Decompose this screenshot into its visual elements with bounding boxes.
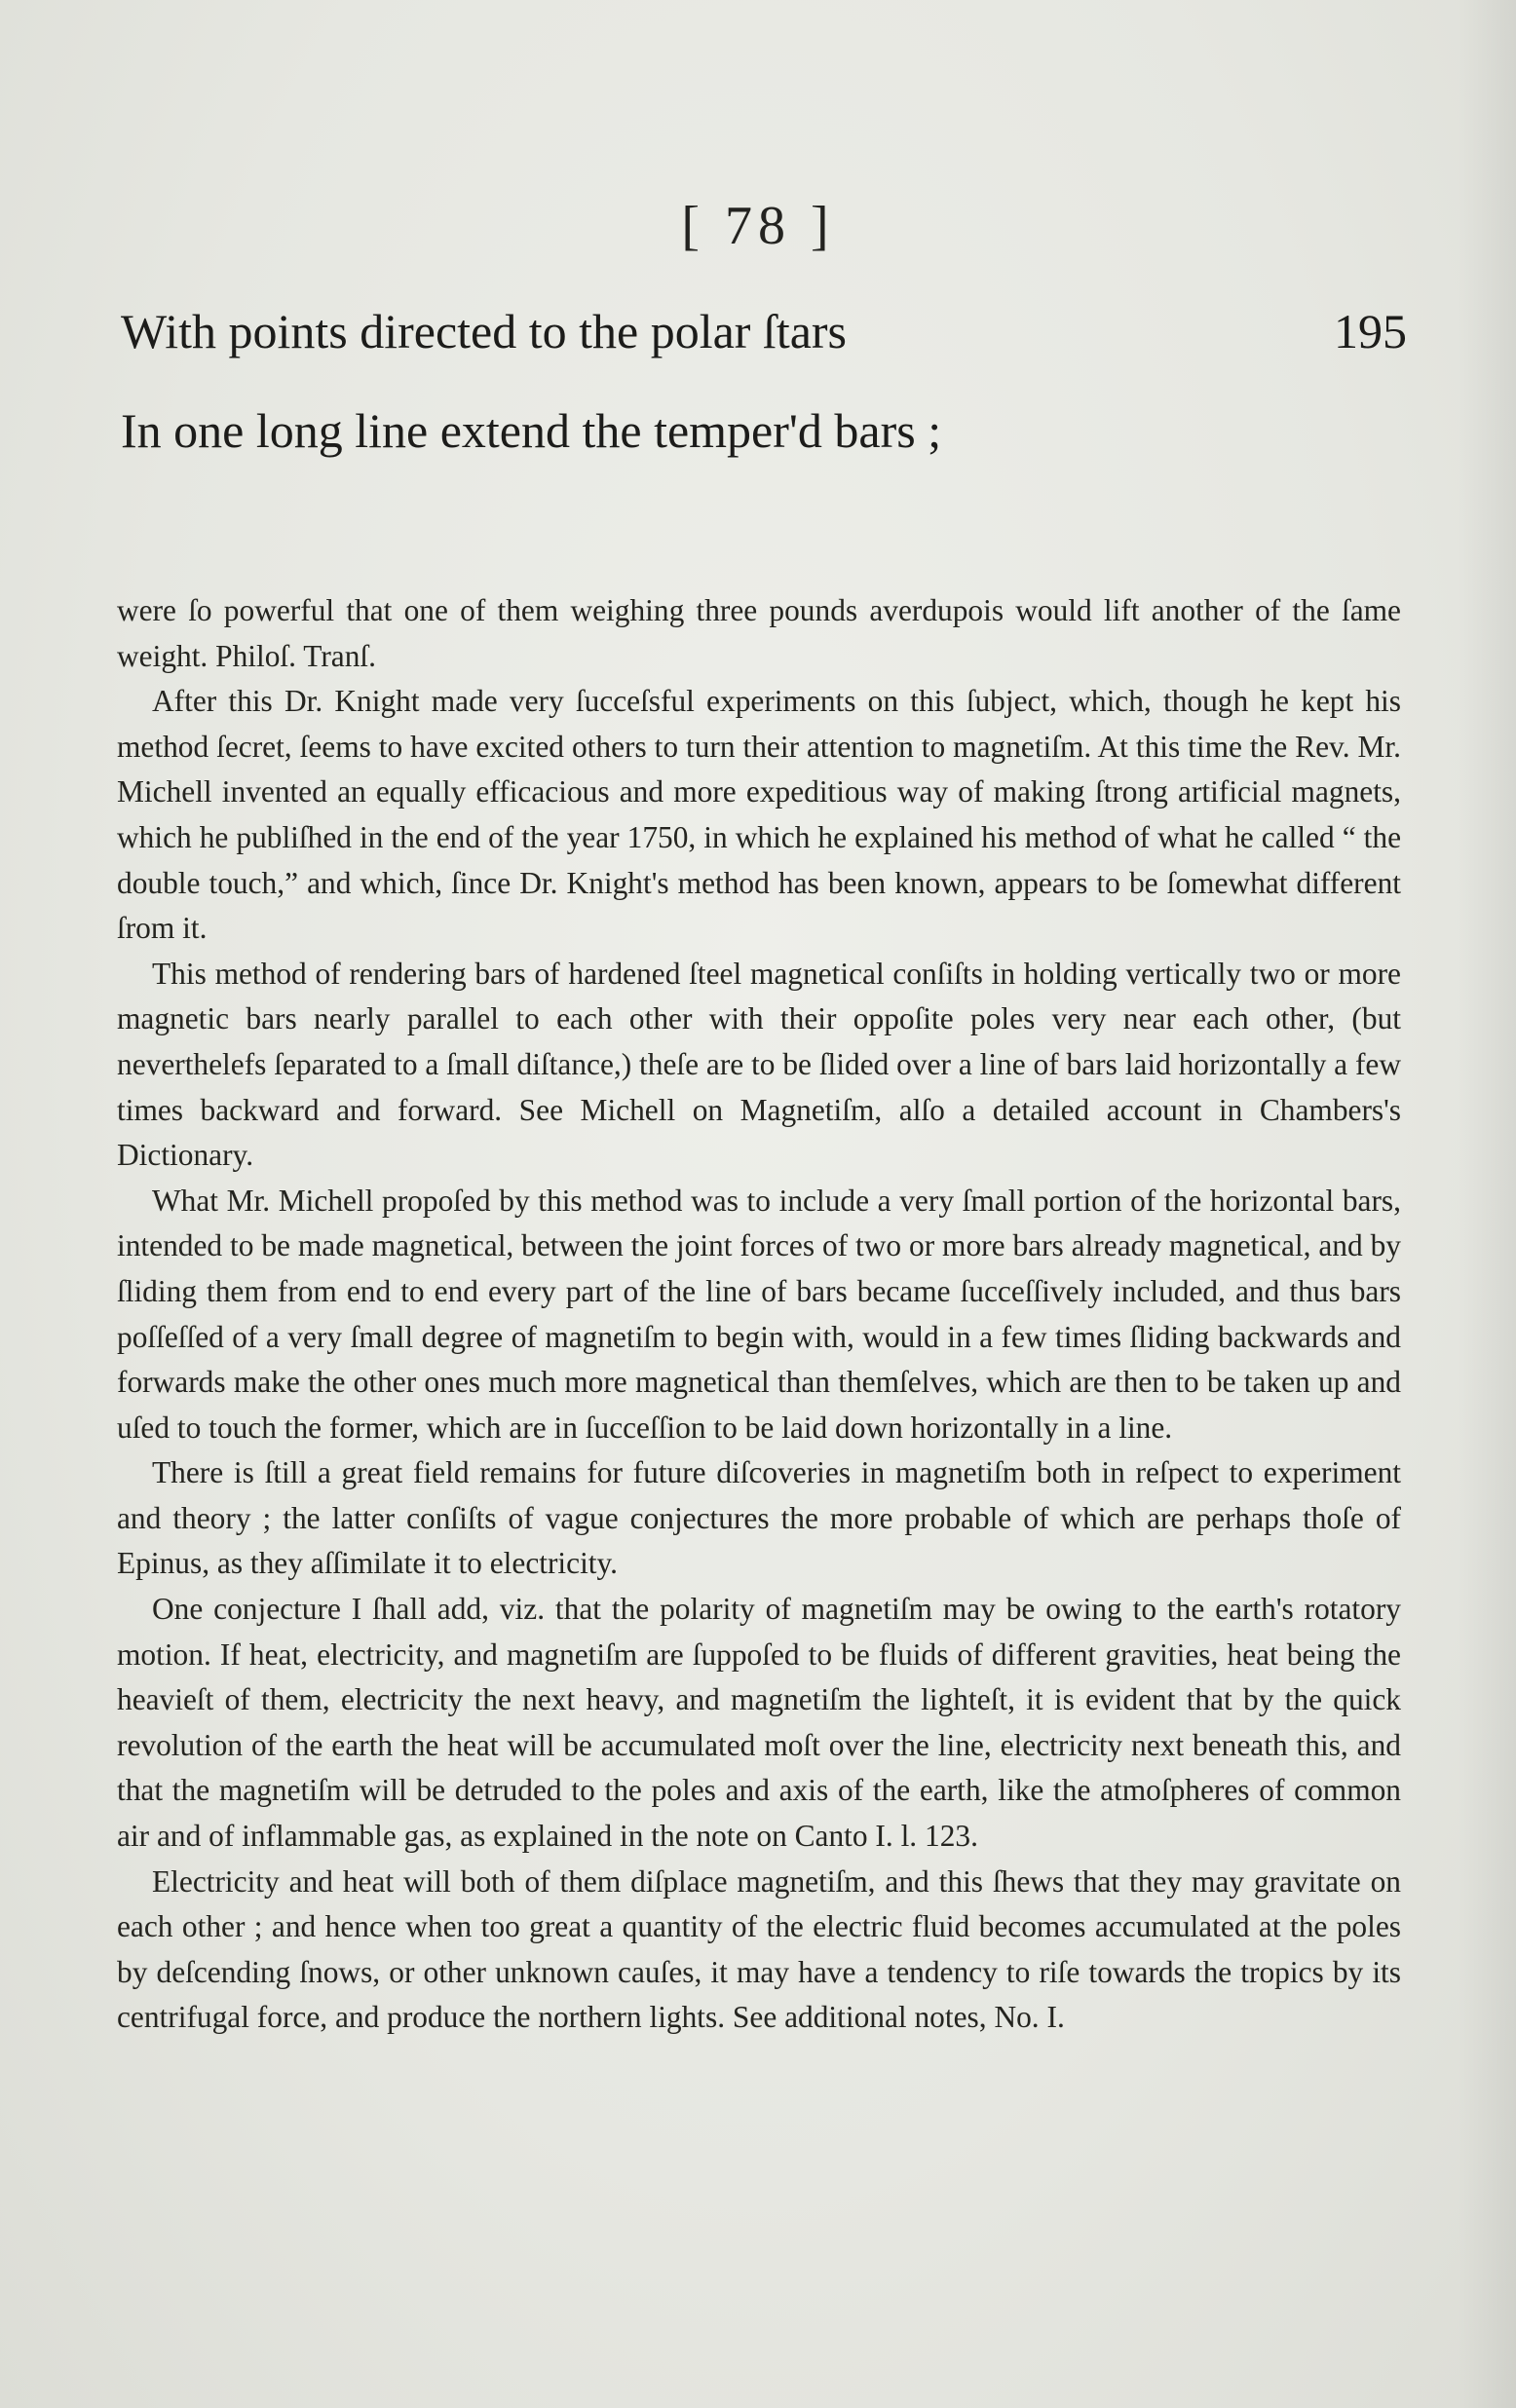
- verse-line-2: [121, 401, 1407, 460]
- verse-line-number: 195: [1334, 304, 1407, 358]
- verse-line-1: [121, 302, 1407, 360]
- footnote-paragraph: There is ſtill a great field remains for future diſcoveries in magnetiſm both in reſpect to experiment and theory ; the latter conſiſts of vague conjectures the more probable of which are perhaps thoſe of Epinus, as they aſſimilate it to electricity.: [117, 1455, 1401, 1581]
- footnote-paragraph: After this Dr. Knight made very ſucceſsful experiments on this ſubject, which, though he kept his method ſecret, ſeems to have excited others to turn their attention to magnetiſm. At this time the Rev. Mr. Michell invented an equally efficacious and more expeditious way of making ſtrong artificial magnets, which he publiſhed in the end of the year 1750, in which he explained his method of what he called “ the double touch,” and which, ſince Dr. Knight's method has been known, appears to be ſomewhat different ſrom it.: [117, 684, 1401, 946]
- page-number: [ 78 ]: [681, 196, 835, 256]
- page-edge-shadow: [1458, 0, 1516, 2408]
- footnote-paragraph: This method of rendering bars of hardened ſteel magnetical conſiſts in holding vertically two or more magnetic bars nearly parallel to each other with their oppoſite poles very near each other, (but neverthelefs ſeparated to a ſmall diſtance,) theſe are to be ſlided over a line of bars laid horizontally a few times backward and forward. See Michell on Magnetiſm, alſo a detailed account in Chambers's Dictionary.: [117, 956, 1401, 1173]
- footnote-paragraph: What Mr. Michell propoſed by this method was to include a very ſmall portion of the horizontal bars, intended to be made magnetical, between the joint forces of two or more bars already magnetical, and by ſliding them from end to end every part of the line of bars became ſucceſſively included, and thus bars poſſeſſed of a very ſmall degree of magnetiſm to begin with, would in a few times ſliding backwards and forwards make the other ones much more magnetical than themſelves, which are then to be taken up and uſed to touch the former, which are in ſucceſſion to be laid down horizontally in a line.: [117, 1183, 1401, 1445]
- footnote-paragraph: were ſo powerful that one of them weighing three pounds averdupois would lift another of the ſame weight. Philoſ. Tranſ.: [117, 593, 1401, 673]
- verse-line-1-text: With points directed to the polar ſtars: [121, 304, 848, 358]
- footnote-paragraph: One conjecture I ſhall add, viz. that the polarity of magnetiſm may be owing to the earth's rotatory motion. If heat, electricity, and magnetiſm are ſuppoſed to be fluids of different gravities, heat being the heavieſt of them, electricity the next heavy, and magnetiſm the lighteſt, it is evident that by the quick revolution of the earth the heat will be accumulated moſt over the line, electricity next beneath this, and that the magnetiſm will be detruded to the poles and axis of the earth, like the atmoſpheres of common air and of inflammable gas, as explained in the note on Canto I. l. 123.: [117, 1592, 1401, 1854]
- verse-line-2-text: In one long line extend the temper'd bars ;: [121, 403, 942, 458]
- footnote-paragraph: Electricity and heat will both of them diſplace magnetiſm, and this ſhews that they may gravitate on each other ; and hence when too great a quantity of the electric fluid becomes accumulated at the poles by deſcending ſnows, or other unknown cauſes, it may have a tendency to riſe towards the tropics by its centrifugal force, and produce the northern lights. See additional notes, No. I.: [117, 1863, 1401, 2035]
- footnote-text: [117, 588, 1401, 2041]
